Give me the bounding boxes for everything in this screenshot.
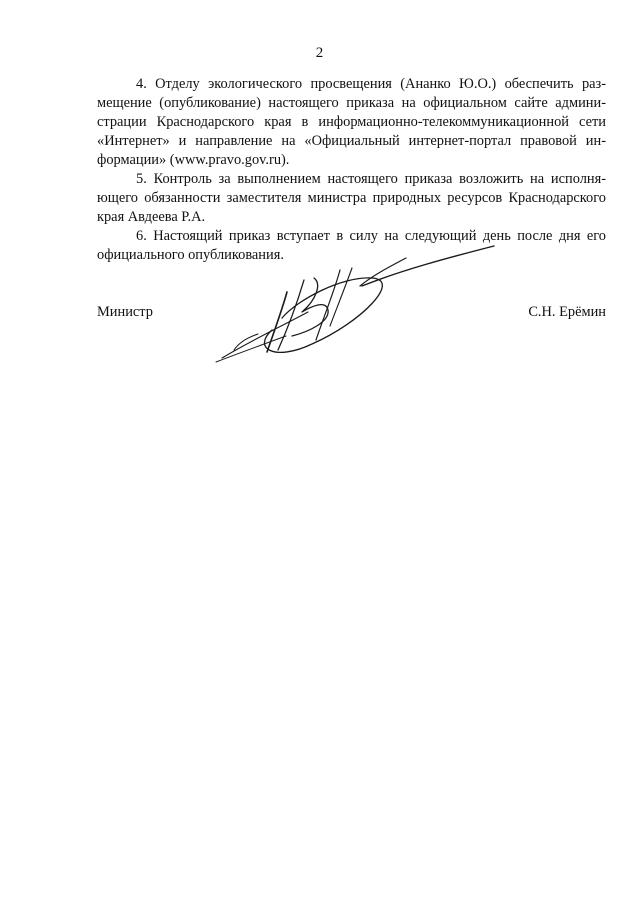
- text-line: ющего обязанности заместителя министра природных ресурсов Краснодарского: [97, 190, 606, 206]
- text-line: 4. Отделу экологического просвещения (Ананко Ю.О.) обеспечить раз-: [136, 76, 606, 92]
- text-line: края Авдеева Р.А.: [97, 209, 206, 225]
- text-line: формации» (www.pravo.gov.ru).: [97, 152, 290, 168]
- handwritten-signature: [212, 240, 502, 370]
- paragraph-5: [97, 170, 606, 227]
- text-line: страции Краснодарского края в информационно-телекоммуникационной сети: [97, 114, 606, 130]
- signature-stroke: [278, 280, 304, 350]
- paragraph-4: [97, 75, 606, 170]
- signer-position: Министр: [97, 304, 153, 320]
- document-body: [97, 75, 606, 265]
- text-line: 5. Контроль за выполнением настоящего приказа возложить на исполня-: [136, 171, 606, 187]
- text-line: «Интернет» и направление на «Официальный интернет-портал правовой ин-: [97, 133, 606, 149]
- signature-stroke: [330, 268, 352, 326]
- text-line: 6. Настоящий приказ вступает в силу на следующий день после дня его: [136, 228, 606, 244]
- signature-stroke: [216, 336, 286, 362]
- text-line: официального опубликования.: [97, 247, 284, 263]
- signature-stroke: [360, 258, 406, 286]
- text-line: мещение (опубликование) настоящего приказа на официальном сайте админи-: [97, 95, 606, 111]
- page-number: 2: [315, 45, 324, 61]
- signature-stroke: [362, 246, 494, 286]
- signature-stroke: [292, 278, 328, 336]
- signer-name: С.Н. Ерёмин: [528, 304, 606, 320]
- signature-stroke: [267, 292, 287, 352]
